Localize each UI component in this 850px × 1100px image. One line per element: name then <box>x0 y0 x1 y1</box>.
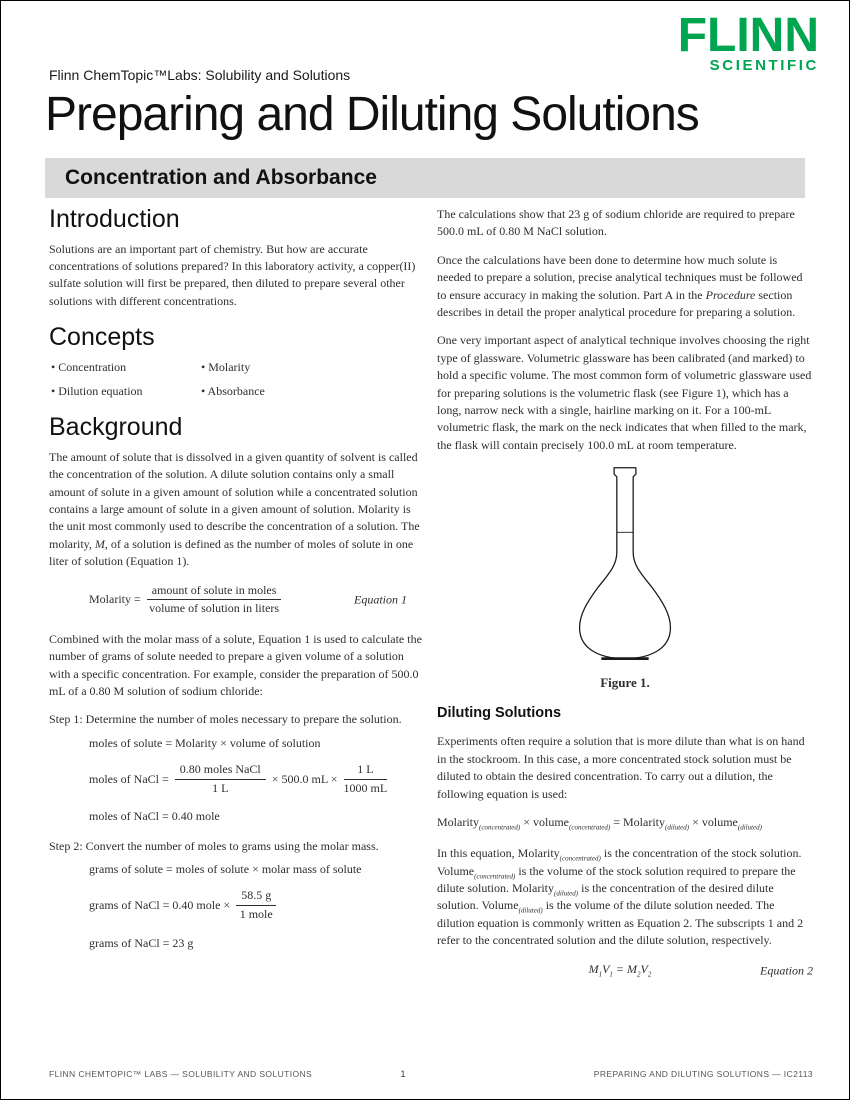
series-eyebrow: Flinn ChemTopic™Labs: Solubility and Solutions <box>49 67 351 83</box>
molarity-symbol: M <box>94 536 105 551</box>
right-column <box>437 206 813 981</box>
step-2-equation <box>89 888 425 922</box>
figure-1 <box>437 465 813 693</box>
equation-1-lhs: Molarity = <box>89 591 141 606</box>
eq-term: volume <box>701 814 738 829</box>
concept-item: • Molarity <box>201 359 425 376</box>
fraction-denominator: 1000 mL <box>343 780 388 795</box>
fraction-denominator: 1 mole <box>239 907 273 922</box>
fraction-numerator: 0.80 moles NaCl <box>175 762 266 780</box>
dilution-paragraph: Experiments often require a solution that is more dilute than what is on hand in the stockroom. In this case, a more concentrated stock solution must be diluted to obtain the desired concentration. To carry out a dilution, the following equation is used: <box>437 734 805 801</box>
concept-item: • Concentration <box>51 359 201 376</box>
logo-scientific-text: SCIENTIFIC <box>709 57 819 75</box>
logo-flinn-text: FLINN <box>677 9 819 62</box>
introduction-paragraph: Solutions are an important part of chemistry. But how are accurate concentrations of solutions prepared? In this laboratory activity, a copper(II) sulfate solution will first be prepared, then diluted to prepare several other solutions with different concentrations. <box>49 241 416 308</box>
left-column <box>49 206 425 964</box>
paragraph-text: Once the calculations have been done to determine how much solute is needed to prepare a solution, precise analytical techniques must be followed to ensure accuracy in making the solution. Part A in the <box>437 252 803 302</box>
equation-2-label: Equation 2 <box>760 962 813 977</box>
footer-title-code: PREPARING AND DILUTING SOLUTIONS — IC2113 <box>593 1069 813 1079</box>
concepts-heading: Concepts <box>49 323 155 352</box>
eq-term: V <box>602 961 610 976</box>
inline-subscript: (concentrated) <box>559 854 601 863</box>
paragraph-text: is the concentration of the stock solution. Volume <box>437 846 802 878</box>
background-paragraph <box>49 449 425 571</box>
step-2-line <box>49 838 425 855</box>
equation-1-label: Equation 1 <box>354 591 407 606</box>
fraction-numerator: 1 L <box>344 762 388 780</box>
fraction-denominator: 1 L <box>212 780 229 795</box>
paragraph-text: is the volume of the dilute solution needed. The dilution equation is commonly written as Equation 2. The subscripts 1 and 2 refer to the concentrated solution and the dilute solution, respectively. <box>437 898 804 948</box>
section-banner <box>45 158 805 198</box>
page-title: Preparing and Diluting Solutions <box>45 88 699 141</box>
eq-term: Molarity <box>437 814 479 829</box>
introduction-heading: Introduction <box>49 205 180 233</box>
fraction <box>175 762 266 796</box>
combined-paragraph: Combined with the molar mass of a solute, Equation 1 is used to calculate the number of grams of solute needed to prepare a given volume of a solution with a specific concentration. For example, consider the preparation of 500.0 mL of a 0.80 M solution of sodium chloride: <box>49 631 422 698</box>
eq-subscript: (concentrated) <box>569 823 611 832</box>
equation-lhs: moles of NaCl = <box>89 771 169 786</box>
eq-term: V <box>640 961 648 976</box>
equation-lhs: grams of NaCl = 0.40 mole × <box>89 897 231 912</box>
eq-subscript: 1 <box>598 970 603 979</box>
eq-subscript: (diluted) <box>737 823 762 832</box>
eq-operator: × <box>523 814 530 829</box>
step-1-equation <box>89 762 425 796</box>
fraction <box>344 762 388 796</box>
eq-subscript: 1 <box>609 970 613 979</box>
step-2-text: Convert the number of moles to grams using the molar mass. <box>82 838 379 853</box>
equation-2-expression <box>589 961 652 978</box>
diluting-solutions-heading: Diluting Solutions <box>437 705 562 722</box>
step-1-text: Determine the number of moles necessary to prepare the solution. <box>82 712 402 727</box>
eq-operator: = <box>615 961 625 976</box>
concept-item: • Dilution equation <box>51 383 201 400</box>
fraction-numerator: amount of solute in moles <box>147 583 282 601</box>
figure-1-caption: Figure 1. <box>600 675 650 691</box>
eq-operator: × <box>692 814 699 829</box>
background-text: The amount of solute that is dissolved in a given quantity of solvent is called the concentration of the solution. A dilute solution contains only a small amount of solute in a given amount of solution while a concentrated solution contains a large amount of solute in a given amount of solution. Molarity is the unit most commonly used to describe the concentration of a solution. The molarity, <box>49 449 420 551</box>
concepts-list <box>51 359 425 401</box>
eq-term: M <box>588 961 599 976</box>
fraction <box>236 888 276 922</box>
equation-1 <box>89 583 425 617</box>
banner-title: Concentration and Absorbance <box>65 166 377 189</box>
dilution-equation <box>437 814 813 831</box>
worked-example <box>49 711 425 952</box>
fraction-numerator: 58.5 g <box>236 888 276 906</box>
concept-item: • Absorbance <box>201 383 425 400</box>
eq-subscript: 2 <box>647 970 652 979</box>
eq-term: volume <box>533 814 569 829</box>
flinn-scientific-logo <box>677 9 819 75</box>
eq-term: Molarity <box>623 814 665 829</box>
step-2-formula: grams of solute = moles of solute × molar mass of solute <box>89 862 362 877</box>
inline-subscript: (concentrated) <box>474 872 516 881</box>
background-text: , of a solution is defined as the number of moles of solute in one liter of solution (Equation 1). <box>49 536 414 569</box>
inline-subscript: (diluted) <box>518 906 543 915</box>
fraction-denominator: volume of solution in liters <box>149 601 280 616</box>
glassware-paragraph: One very important aspect of analytical technique involves choosing the right type of glassware. Volumetric glassware has been calibrated (and marked) to hold a specific volume. The most common form of volumetric glassware used for preparing solutions is the volumetric flask (see Figure 1), which has a long, narrow neck with a single, hairline marking on it. For a 100-mL volumetric flask, the mark on the neck indicates that when filled to the mark, the flask will contain precisely 100.0 mL at room temperature. <box>437 333 812 452</box>
volumetric-flask-illustration <box>550 465 700 665</box>
eq-operator: = <box>613 814 620 829</box>
step-1-line <box>49 711 425 728</box>
footer-series: FLINN CHEMTOPIC™ LABS — SOLUBILITY AND SOLUTIONS <box>49 1069 313 1079</box>
step-1-result: moles of NaCl = 0.40 mole <box>89 809 220 824</box>
paragraph-text: is the volume of the stock solution required to prepare the dilute solution. Molarity <box>437 863 796 896</box>
eq-subscript: (diluted) <box>665 823 690 832</box>
equation-explanation-paragraph <box>437 845 813 949</box>
step-1-label: Step 1: <box>49 712 83 727</box>
step-2-result: grams of NaCl = 23 g <box>89 935 194 950</box>
eq-subscript: (concentrated) <box>479 823 521 832</box>
analytical-paragraph <box>437 252 813 322</box>
equation-2 <box>437 961 813 981</box>
procedure-word: Procedure <box>705 287 756 302</box>
background-heading: Background <box>49 413 183 442</box>
paragraph-text: is the concentration of the desired dilute solution. Volume <box>437 881 774 913</box>
equation-1-fraction <box>147 583 282 617</box>
paragraph-text: section describes in detail the proper analytical procedure for preparing a solution. <box>437 287 796 319</box>
eq-subscript: 2 <box>637 970 641 979</box>
paragraph-text: In this equation, Molarity <box>437 846 560 861</box>
page-footer <box>49 1069 813 1083</box>
eq-term: M <box>627 961 638 976</box>
step-1-formula: moles of solute = Molarity × volume of solution <box>89 735 321 750</box>
footer-page-number: 1 <box>400 1069 406 1079</box>
calculations-paragraph: The calculations show that 23 g of sodium chloride are required to prepare 500.0 mL of 0.80 M NaCl solution. <box>437 207 795 239</box>
step-2-label: Step 2: <box>49 838 83 853</box>
inline-subscript: (diluted) <box>554 889 579 898</box>
equation-middle: × 500.0 mL × <box>271 771 338 786</box>
